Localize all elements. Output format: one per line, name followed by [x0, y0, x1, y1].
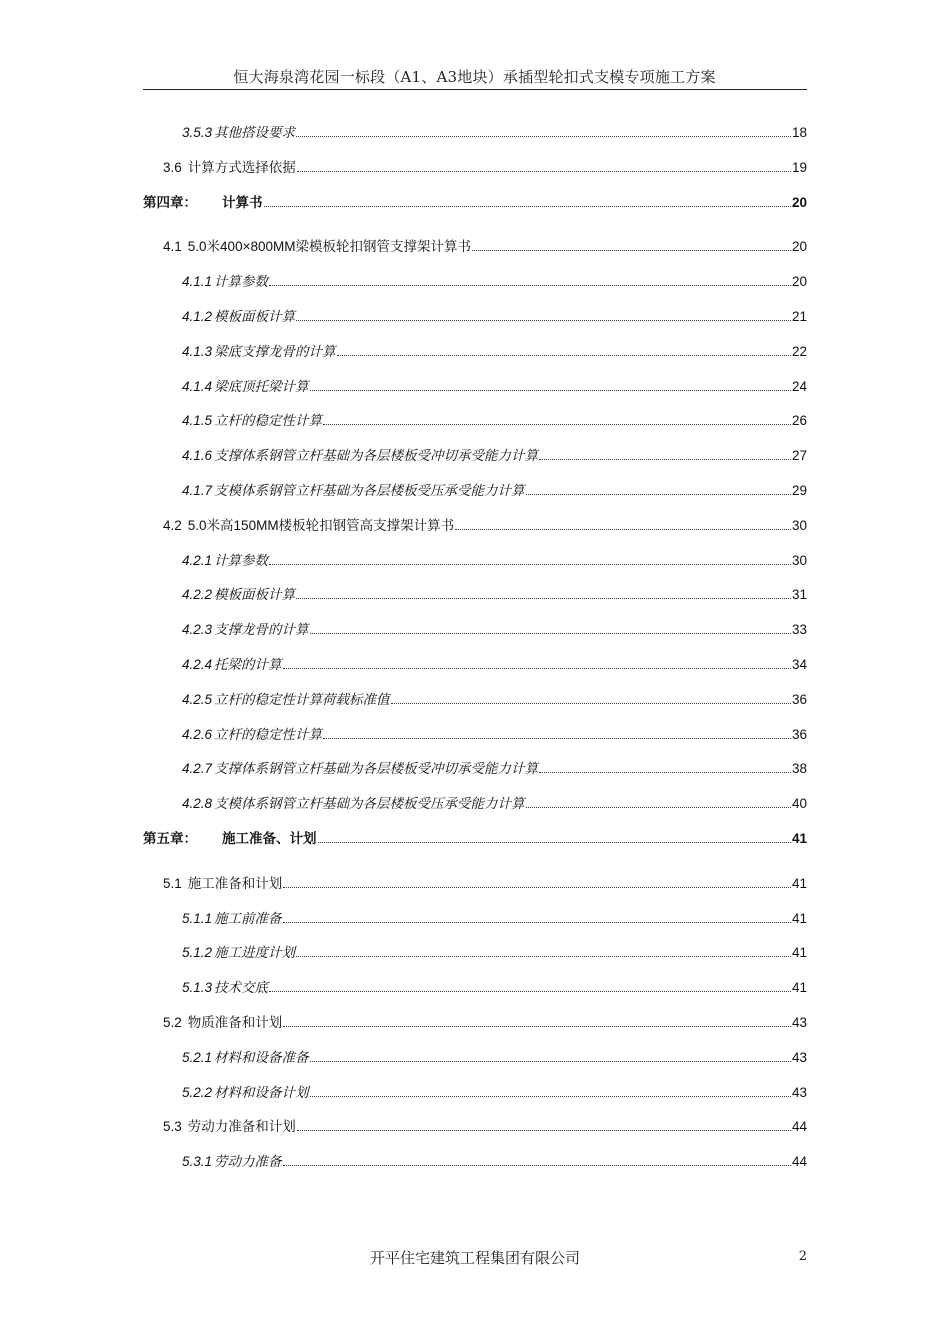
- toc-entry-page: 34: [791, 656, 807, 672]
- toc-dot-leader: [283, 875, 791, 888]
- toc-entry[interactable]: [143, 757, 807, 777]
- toc-entry-title: 计算参数: [214, 552, 269, 568]
- toc-entry-number: 5.2.1: [182, 1049, 213, 1065]
- toc-dot-leader: [318, 830, 791, 843]
- header-divider: [143, 89, 807, 90]
- toc-entry-number: 4.1.2: [182, 308, 213, 324]
- toc-entry-page: 36: [791, 691, 807, 707]
- toc-entry-number: 第四章：: [143, 194, 197, 210]
- toc-dot-leader: [337, 343, 791, 356]
- toc-entry-page: 18: [791, 125, 807, 140]
- toc-dot-leader: [391, 691, 791, 704]
- toc-entry[interactable]: [143, 270, 807, 290]
- toc-dot-leader: [269, 273, 791, 286]
- toc-entry-number: 4.2.6: [182, 726, 213, 742]
- toc-entry-number: 4.2.4: [182, 656, 213, 672]
- toc-entry-title: 支模体系钢管立杆基础为各层楼板受压承受能力计算: [214, 482, 525, 498]
- toc-dot-leader: [310, 1084, 791, 1097]
- toc-entry[interactable]: [143, 827, 807, 844]
- toc-dot-leader: [269, 552, 791, 565]
- toc-entry-title: 施工准备和计划: [187, 875, 283, 891]
- toc-entry-number: 5.2: [163, 1014, 182, 1030]
- toc-dot-leader: [283, 656, 791, 669]
- toc-entry[interactable]: [143, 688, 807, 705]
- toc-entry[interactable]: [143, 941, 807, 961]
- toc-entry-page: 27: [791, 448, 807, 464]
- toc-entry-number: 4.2.8: [182, 796, 213, 812]
- toc-entry-title: 材料和设备准备: [214, 1049, 309, 1065]
- toc-entry-number: 第五章：: [143, 830, 197, 846]
- toc-entry-page: 30: [791, 517, 807, 533]
- toc-entry-title: 施工准备、计划: [222, 830, 317, 846]
- toc-entry[interactable]: [143, 583, 807, 603]
- toc-entry-page: 21: [791, 308, 807, 324]
- toc-dot-leader: [296, 944, 791, 957]
- toc-entry[interactable]: [143, 723, 807, 740]
- toc-entry-title: 梁底支撑龙骨的计算: [214, 343, 336, 359]
- toc-entry-title: 劳动力准备和计划: [187, 1119, 296, 1135]
- toc-entry[interactable]: [143, 305, 807, 322]
- toc-entry-number: 4.1.1: [182, 274, 213, 290]
- toc-entry-title: 其他搭设要求: [214, 125, 296, 140]
- toc-entry[interactable]: [143, 1011, 807, 1028]
- toc-dot-leader: [269, 979, 791, 992]
- toc-entry-number: 5.2.2: [182, 1084, 213, 1100]
- toc-dot-leader: [296, 308, 791, 321]
- toc-entry-page: 41: [791, 945, 807, 961]
- toc-entry-number: 5.1.1: [182, 910, 213, 926]
- toc-entry-page: 41: [791, 830, 807, 846]
- toc-entry[interactable]: [143, 444, 807, 464]
- table-of-contents: [143, 121, 807, 1185]
- toc-dot-leader: [472, 238, 791, 251]
- toc-dot-leader: [296, 586, 791, 599]
- toc-entry[interactable]: [143, 653, 807, 670]
- toc-entry-number: 4.2.5: [182, 691, 213, 707]
- toc-entry-number: 4.1.3: [182, 343, 213, 359]
- toc-entry-page: 38: [791, 761, 807, 777]
- toc-dot-leader: [526, 795, 791, 808]
- toc-entry[interactable]: [143, 121, 807, 138]
- toc-entry-page: 30: [791, 552, 807, 568]
- toc-dot-leader: [297, 1118, 791, 1131]
- toc-dot-leader: [264, 194, 791, 207]
- toc-entry-title: 计算参数: [214, 274, 269, 290]
- toc-entry-title: 5.0米高150MM楼板轮扣钢管高支撑架计算书: [187, 517, 455, 533]
- toc-entry[interactable]: [143, 907, 807, 924]
- toc-entry-title: 模板面板计算: [214, 587, 296, 603]
- page-header-title: 恒大海泉湾花园一标段（A1、A3地块）承插型轮扣式支模专项施工方案: [233, 68, 716, 86]
- toc-dot-leader: [296, 124, 791, 137]
- toc-entry[interactable]: [143, 549, 807, 566]
- toc-entry-number: 5.1.2: [182, 945, 213, 961]
- toc-entry-title: 物质准备和计划: [187, 1014, 283, 1030]
- toc-entry-number: 4.2.7: [182, 761, 213, 777]
- toc-entry-page: 41: [791, 875, 807, 891]
- toc-entry-title: 立杆的稳定性计算: [214, 726, 323, 742]
- toc-entry-number: 5.1: [163, 875, 182, 891]
- toc-entry-page: 40: [791, 796, 807, 812]
- toc-dot-leader: [526, 482, 791, 495]
- toc-entry[interactable]: [143, 792, 807, 812]
- toc-entry-title: 支模体系钢管立杆基础为各层楼板受压承受能力计算: [214, 796, 525, 812]
- toc-entry-page: 26: [791, 413, 807, 429]
- toc-entry-page: 20: [791, 194, 807, 210]
- toc-entry-page: 20: [791, 274, 807, 290]
- footer-page-number: 2: [798, 1249, 807, 1264]
- toc-entry-title: 立杆的稳定性计算: [214, 413, 323, 429]
- toc-entry-title: 模板面板计算: [214, 308, 296, 324]
- toc-dot-leader: [539, 447, 791, 460]
- toc-entry-title: 托梁的计算: [214, 656, 282, 672]
- toc-entry[interactable]: [143, 156, 807, 173]
- toc-entry-page: 41: [791, 980, 807, 996]
- toc-entry-title: 5.0米400×800MM梁模板轮扣钢管支撑架计算书: [187, 239, 471, 255]
- toc-entry-page: 33: [791, 622, 807, 638]
- toc-entry[interactable]: [143, 1150, 807, 1170]
- toc-entry-number: 4.1.6: [182, 448, 213, 464]
- toc-entry-title: 施工前准备: [214, 910, 282, 926]
- toc-entry-page: 19: [791, 159, 807, 175]
- toc-dot-leader: [455, 517, 791, 530]
- toc-entry-title: 计算方式选择依据: [187, 159, 296, 175]
- toc-entry-page: 43: [791, 1014, 807, 1030]
- toc-entry[interactable]: [143, 514, 807, 531]
- toc-entry-number: 4.1.7: [182, 482, 213, 498]
- toc-dot-leader: [323, 412, 791, 425]
- toc-entry-title: 立杆的稳定性计算荷载标准值: [214, 691, 390, 707]
- toc-dot-leader: [283, 1153, 791, 1166]
- toc-dot-leader: [323, 726, 791, 739]
- toc-entry-page: 44: [791, 1119, 807, 1135]
- toc-entry-number: 5.3: [163, 1119, 182, 1135]
- toc-entry[interactable]: [143, 1046, 807, 1063]
- toc-entry-page: 29: [791, 482, 807, 498]
- toc-entry-title: 施工进度计划: [214, 945, 296, 961]
- toc-entry-page: 43: [791, 1049, 807, 1065]
- toc-entry-number: 3.6: [163, 159, 182, 175]
- toc-entry-page: 43: [791, 1084, 807, 1100]
- toc-entry-number: 4.1: [163, 239, 182, 255]
- footer-company: 开平住宅建筑工程集团有限公司: [369, 1249, 580, 1267]
- toc-entry-number: 5.3.1: [182, 1154, 213, 1170]
- toc-entry[interactable]: [143, 1081, 807, 1098]
- toc-entry-page: 24: [791, 378, 807, 394]
- toc-entry-number: 4.1.5: [182, 413, 213, 429]
- toc-entry-number: 3.5.3: [182, 125, 213, 140]
- toc-entry-number: 4.2.1: [182, 552, 213, 568]
- toc-entry-title: 支撑体系钢管立杆基础为各层楼板受冲切承受能力计算: [214, 448, 539, 464]
- toc-dot-leader: [310, 621, 791, 634]
- toc-entry[interactable]: [143, 618, 807, 638]
- toc-entry-number: 4.1.4: [182, 378, 213, 394]
- toc-entry-number: 5.1.3: [182, 980, 213, 996]
- toc-dot-leader: [310, 378, 791, 391]
- toc-dot-leader: [310, 1049, 791, 1062]
- toc-entry-number: 4.2.3: [182, 622, 213, 638]
- toc-entry[interactable]: [143, 976, 807, 996]
- toc-entry-title: 梁底顶托梁计算: [214, 378, 309, 394]
- toc-entry[interactable]: [143, 1115, 807, 1135]
- toc-dot-leader: [539, 760, 791, 773]
- toc-dot-leader: [297, 159, 791, 172]
- toc-entry-title: 计算书: [222, 194, 263, 210]
- toc-entry[interactable]: [143, 191, 807, 208]
- toc-entry-number: 4.2.2: [182, 587, 213, 603]
- toc-dot-leader: [283, 1014, 791, 1027]
- toc-entry-page: 44: [791, 1154, 807, 1170]
- toc-entry[interactable]: [143, 872, 807, 889]
- toc-entry[interactable]: [143, 409, 807, 429]
- toc-entry-title: 支撑体系钢管立杆基础为各层楼板受冲切承受能力计算: [214, 761, 539, 777]
- toc-entry-title: 材料和设备计划: [214, 1084, 309, 1100]
- toc-entry-title: 支撑龙骨的计算: [214, 622, 309, 638]
- toc-entry[interactable]: [143, 375, 807, 392]
- toc-entry-page: 20: [791, 239, 807, 255]
- toc-entry-number: 4.2: [163, 517, 182, 533]
- toc-entry-page: 31: [791, 587, 807, 603]
- toc-entry-title: 技术交底: [214, 980, 269, 996]
- toc-entry[interactable]: [143, 235, 807, 255]
- toc-entry[interactable]: [143, 479, 807, 496]
- toc-entry-page: 41: [791, 910, 807, 926]
- toc-dot-leader: [283, 910, 791, 923]
- toc-entry-page: 36: [791, 726, 807, 742]
- toc-entry-page: 22: [791, 343, 807, 359]
- toc-entry[interactable]: [143, 340, 807, 357]
- toc-entry-title: 劳动力准备: [214, 1154, 282, 1170]
